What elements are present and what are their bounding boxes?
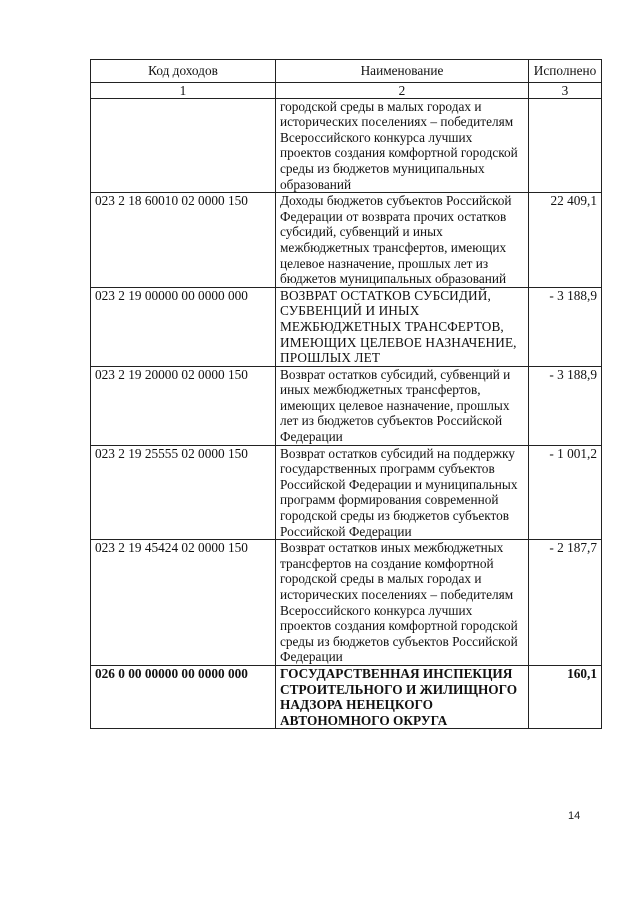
header-executed: Исполнено bbox=[529, 60, 602, 83]
table-row bbox=[91, 98, 602, 193]
row-name: Возврат остатков субсидий на поддержку государственных программ субъектов Российской Федерации и муниципальных программ формирования современной городской среды из бюджетов субъектов Российской Федерации bbox=[276, 445, 529, 540]
row-code: 023 2 19 00000 00 0000 000 bbox=[91, 287, 276, 366]
row-amount: 160,1 bbox=[529, 665, 602, 728]
column-number-row bbox=[91, 82, 602, 98]
column-number-1: 1 bbox=[91, 82, 276, 98]
row-code: 026 0 00 00000 00 0000 000 bbox=[91, 665, 276, 728]
table-row-total bbox=[91, 665, 602, 728]
row-amount bbox=[529, 98, 602, 193]
page-number: 14 bbox=[568, 810, 581, 822]
column-number-3: 3 bbox=[529, 82, 602, 98]
table-row bbox=[91, 366, 602, 445]
row-name: Доходы бюджетов субъектов Российской Федерации от возврата прочих остатков субсидий, субвенций и иных межбюджетных трансфертов, имеющих целевое назначение, прошлых лет из бюджетов муниципальных образований bbox=[276, 193, 529, 288]
header-code: Код доходов bbox=[91, 60, 276, 83]
row-amount: - 3 188,9 bbox=[529, 287, 602, 366]
revenue-table bbox=[90, 59, 602, 729]
row-amount: - 3 188,9 bbox=[529, 366, 602, 445]
row-code: 023 2 19 25555 02 0000 150 bbox=[91, 445, 276, 540]
row-amount: - 1 001,2 bbox=[529, 445, 602, 540]
row-name: городской среды в малых городах и исторических поселениях – победителям Всероссийского конкурса лучших проектов создания комфортной городской среды из бюджетов муниципальных образований bbox=[276, 98, 529, 193]
table-header-row bbox=[91, 60, 602, 83]
row-name: Возврат остатков иных межбюджетных трансфертов на создание комфортной городской среды в малых городах и исторических поселениях – победителям Всероссийского конкурса лучших проектов создания комфортной городской среды из бюджетов субъектов Российской Федерации bbox=[276, 540, 529, 666]
row-name: Возврат остатков субсидий, субвенций и иных межбюджетных трансфертов, имеющих целевое назначение, прошлых лет из бюджетов субъектов Российской Федерации bbox=[276, 366, 529, 445]
row-amount: 22 409,1 bbox=[529, 193, 602, 288]
table-row bbox=[91, 540, 602, 666]
row-code: 023 2 19 20000 02 0000 150 bbox=[91, 366, 276, 445]
header-name: Наименование bbox=[276, 60, 529, 83]
row-code: 023 2 18 60010 02 0000 150 bbox=[91, 193, 276, 288]
table-row bbox=[91, 445, 602, 540]
row-code: 023 2 19 45424 02 0000 150 bbox=[91, 540, 276, 666]
row-amount: - 2 187,7 bbox=[529, 540, 602, 666]
table-row bbox=[91, 193, 602, 288]
row-code bbox=[91, 98, 276, 193]
column-number-2: 2 bbox=[276, 82, 529, 98]
row-name: ГОСУДАРСТВЕННАЯ ИНСПЕКЦИЯ СТРОИТЕЛЬНОГО И ЖИЛИЩНОГО НАДЗОРА НЕНЕЦКОГО АВТОНОМНОГО ОКРУГА bbox=[276, 665, 529, 728]
row-name: ВОЗВРАТ ОСТАТКОВ СУБСИДИЙ, СУБВЕНЦИЙ И ИНЫХ МЕЖБЮДЖЕТНЫХ ТРАНСФЕРТОВ, ИМЕЮЩИХ ЦЕЛЕВОЕ НАЗНАЧЕНИЕ, ПРОШЛЫХ ЛЕТ bbox=[276, 287, 529, 366]
table-row bbox=[91, 287, 602, 366]
